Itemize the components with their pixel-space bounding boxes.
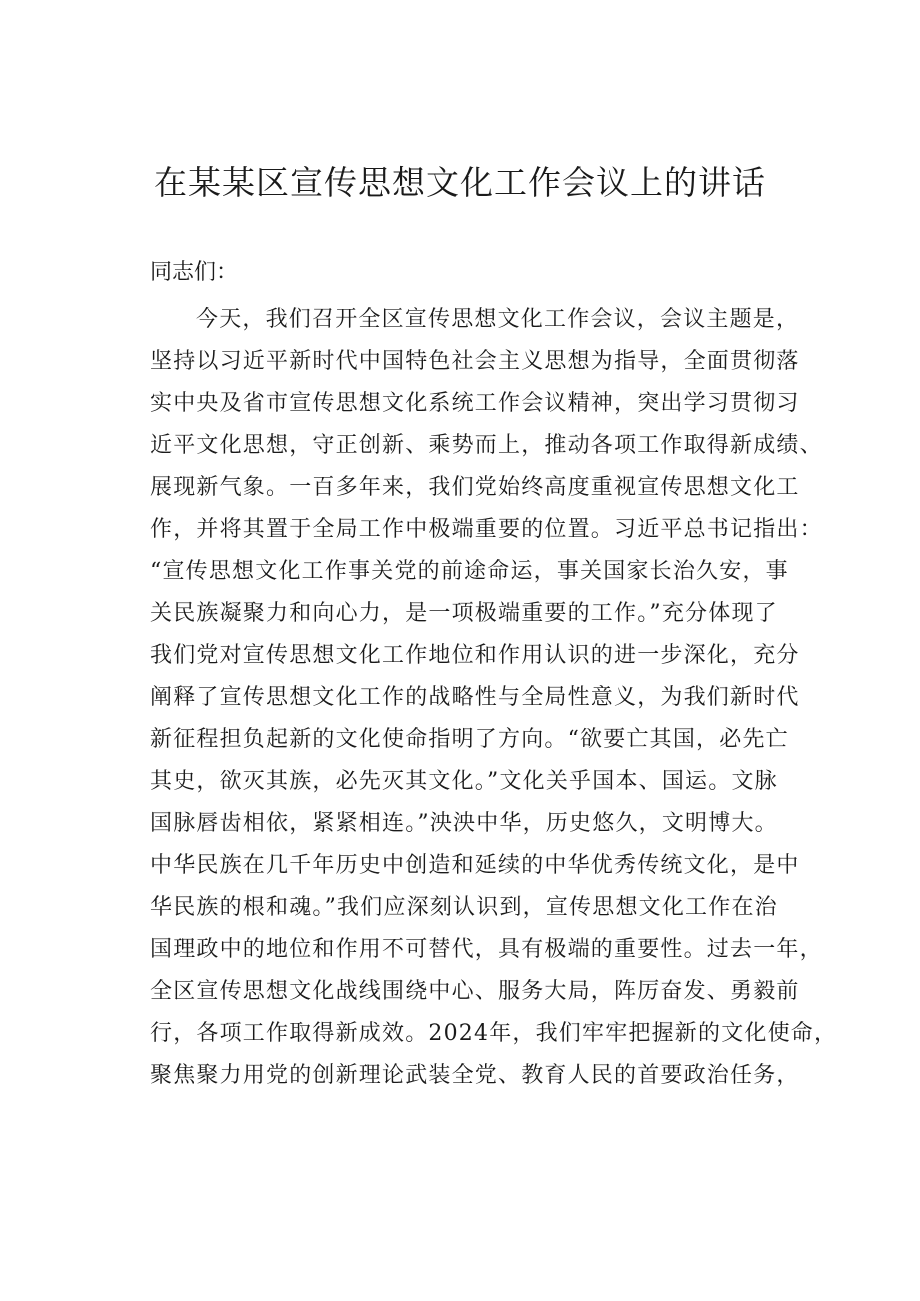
text-line: 行，各项工作取得新成效。2024年，我们牢牢把握新的文化使命，	[150, 1021, 838, 1046]
text-line: 我们党对宣传思想文化工作地位和作用认识的进一步深化，充分	[150, 643, 800, 668]
text-line: 近平文化思想，守正创新、乘势而上，推动各项工作取得新成绩、	[150, 433, 823, 458]
text-line: 关民族凝聚力和向心力，是一项极端重要的工作。”充分体现了	[150, 601, 778, 626]
text-line: 国脉唇齿相依，紧紧相连。”泱泱中华，历史悠久，文明博大。	[150, 811, 778, 836]
text-line: 阐释了宣传思想文化工作的战略性与全局性意义，为我们新时代	[150, 685, 800, 710]
text-line: 中华民族在几千年历史中创造和延续的中华优秀传统文化，是中	[150, 853, 800, 878]
text-line: 作，并将其置于全局工作中极端重要的位置。习近平总书记指出：	[150, 517, 823, 542]
text-line: 展现新气象。一百多年来，我们党始终高度重视宣传思想文化工	[150, 475, 800, 500]
text-line: 坚持以习近平新时代中国特色社会主义思想为指导，全面贯彻落	[150, 349, 800, 374]
salutation: 同志们：	[150, 260, 239, 285]
text-line: 华民族的根和魂。”我们应深刻认识到，宣传思想文化工作在治	[150, 895, 778, 920]
text-line: 实中央及省市宣传思想文化系统工作会议精神，突出学习贯彻习	[150, 391, 800, 416]
text-line: “宣传思想文化工作事关党的前途命运，事关国家长治久安，事	[150, 559, 789, 584]
text-line: 国理政中的地位和作用不可替代，具有极端的重要性。过去一年，	[150, 937, 823, 962]
body-paragraph	[150, 299, 838, 1097]
document-title: 在某某区宣传思想文化工作会议上的讲话	[154, 163, 766, 202]
text-line: 今天，我们召开全区宣传思想文化工作会议，会议主题是，	[196, 307, 800, 332]
text-line: 全区宣传思想文化战线围绕中心、服务大局，阵厉奋发、勇毅前	[150, 979, 800, 1004]
text-line: 聚焦聚力用党的创新理论武装全党、教育人民的首要政治任务，	[150, 1063, 800, 1088]
text-line: 新征程担负起新的文化使命指明了方向。“欲要亡其国，必先亡	[150, 727, 789, 752]
text-line: 其史，欲灭其族，必先灭其文化。”文化关乎国本、国运。文脉	[150, 769, 778, 794]
